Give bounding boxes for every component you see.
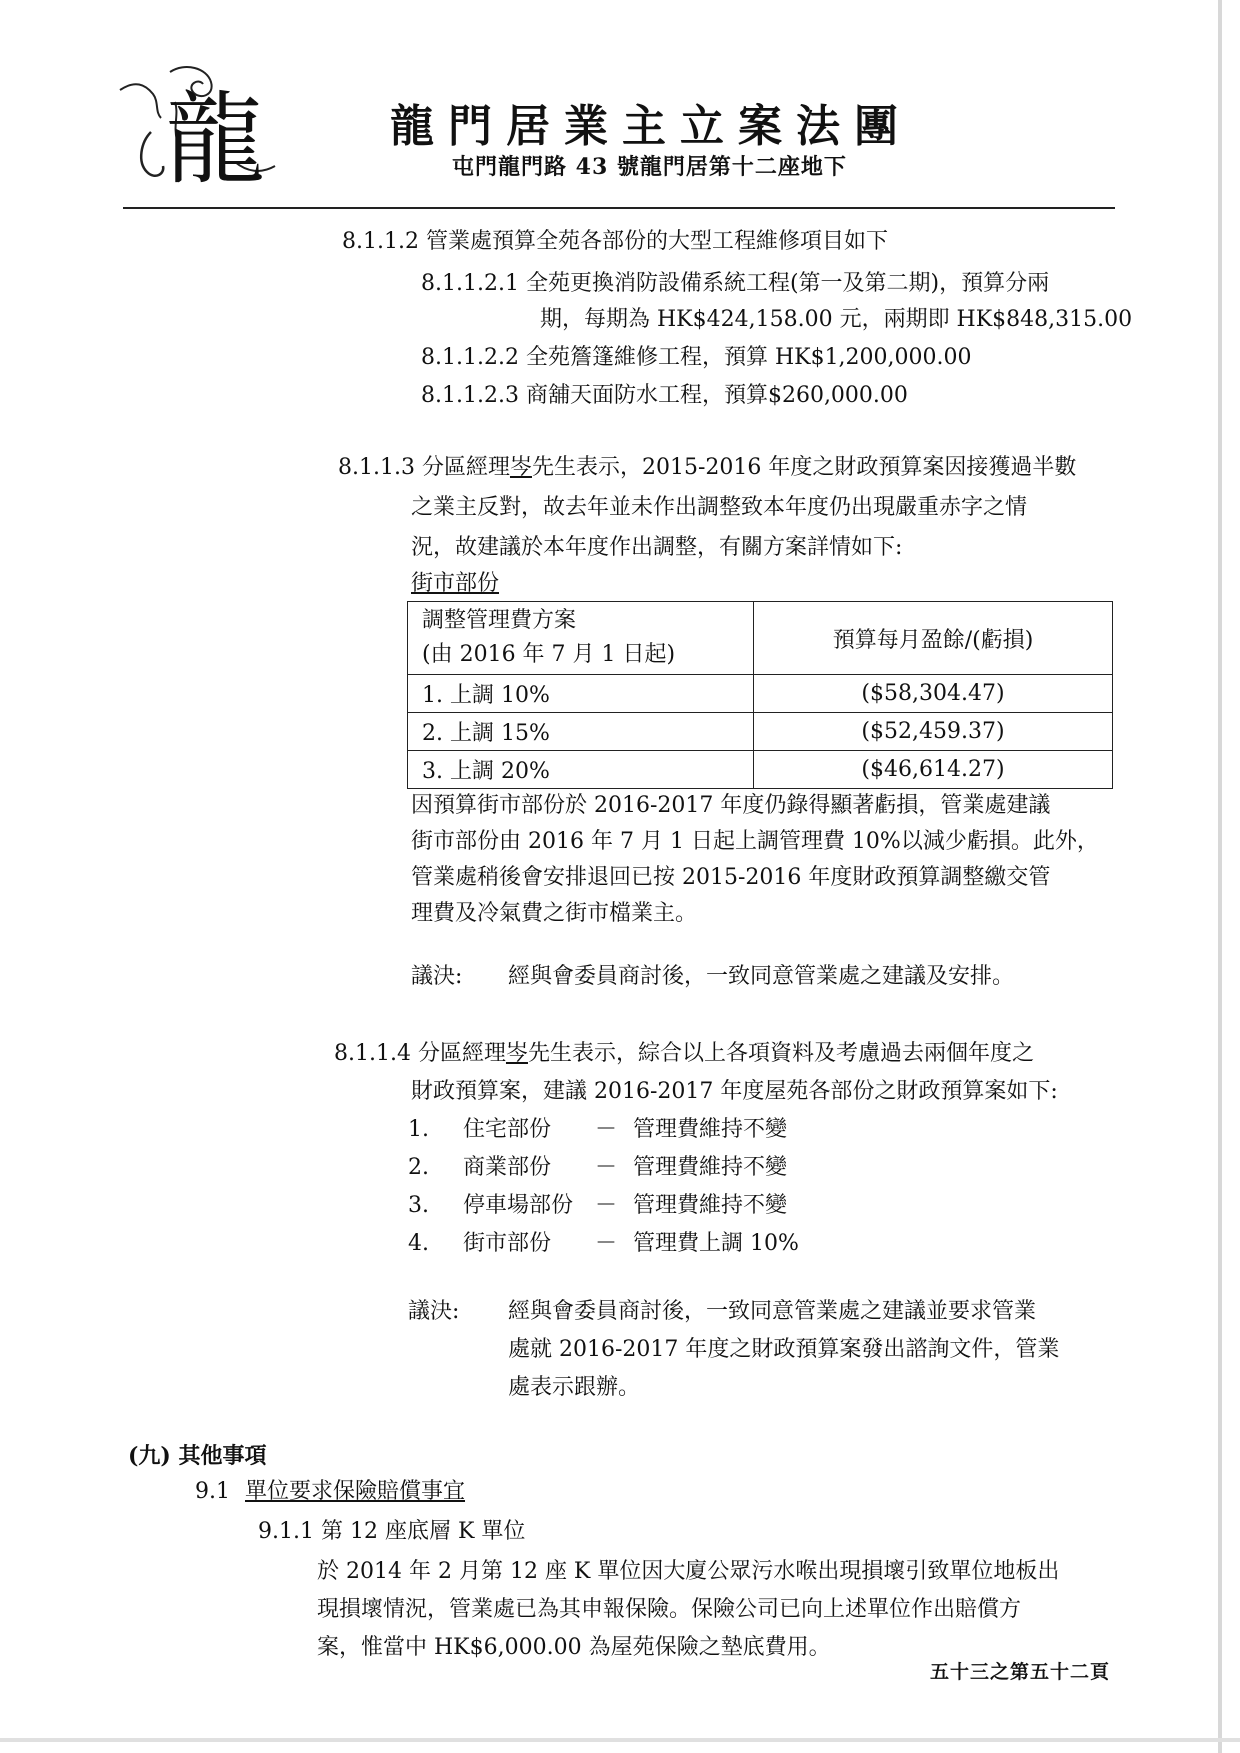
- section-9-1-1-body-line1: 於 2014 年 2 月第 12 座 K 單位因大廈公眾污水喉出現損壞引致單位地板出: [317, 1559, 1060, 1584]
- list-item: [408, 1228, 799, 1260]
- list-item: [408, 1190, 787, 1222]
- table-cell-plan: 3. 上調 20%: [408, 751, 754, 789]
- section-9-1-1-body-line2: 現損壞情況，管業處已為其申報保險。保險公司已向上述單位作出賠償方: [317, 1597, 1022, 1622]
- list-item: [408, 1152, 787, 1184]
- list-item-part: 商業部份: [463, 1155, 552, 1180]
- table-row: [408, 675, 1113, 713]
- section-8-1-1-2-3: 8.1.1.2.3 商舖天面防水工程，預算$260,000.00: [421, 383, 908, 408]
- organisation-title: 龍門居業主立案法團: [390, 101, 912, 152]
- section-8-1-1-3-line2: 之業主反對，故去年並未作出調整致本年度仍出現嚴重赤字之情: [411, 495, 1028, 520]
- section-8-1-1-3-line3: 況，故建議於本年度作出調整，有關方案詳情如下:: [411, 535, 903, 560]
- section-8-1-1-4-prefix: 8.1.1.4 分區經理: [334, 1041, 506, 1066]
- section-9-1-number: 9.1: [195, 1479, 230, 1504]
- table-header-plan: [408, 602, 754, 675]
- section-8-1-1-3-line1: [338, 452, 1076, 484]
- section-9-1-1-heading: 9.1.1 第 12 座底層 K 單位: [258, 1519, 526, 1544]
- section-8-1-1-4-suffix: 先生表示，綜合以上各項資料及考慮過去兩個年度之: [527, 1041, 1034, 1066]
- resolution-label: 議決:: [411, 964, 463, 989]
- resolution-text: 經與會委員商討後，一致同意管業處之建議及安排。: [508, 964, 1015, 989]
- list-item-text: 管理費維持不變: [633, 1155, 788, 1180]
- table-header-row: [408, 602, 1113, 675]
- header-divider: [123, 207, 1115, 209]
- section-8-1-1-4-line1: [334, 1038, 1034, 1070]
- table-cell-value: ($52,459.37): [754, 713, 1113, 751]
- section-9-heading: (九) 其他事項: [128, 1443, 267, 1469]
- manager-surname: 岑: [509, 455, 532, 480]
- section-8-1-1-3-after-line2: 街市部份由 2016 年 7 月 1 日起上調管理費 10%以減少虧損。此外，: [411, 829, 1099, 854]
- section-8-1-1-2-1-line1: 8.1.1.2.1 全苑更換消防設備系統工程(第一及第二期)，預算分兩: [421, 271, 1050, 296]
- list-item-dash: －: [595, 1193, 618, 1218]
- section-9-1-1-body-line3: 案，惟當中 HK$6,000.00 為屋苑保險之墊底費用。: [317, 1635, 831, 1660]
- table-row: [408, 751, 1113, 789]
- list-item-dash: －: [595, 1155, 618, 1180]
- list-item-dash: －: [595, 1117, 618, 1142]
- resolution-text-line2: 處就 2016-2017 年度之財政預算案發出諮詢文件，管業: [508, 1337, 1060, 1362]
- section-8-1-1-3-after-line3: 管業處稍後會安排退回已按 2015-2016 年度財政預算調整繳交管: [411, 865, 1051, 890]
- table-header-value: 預算每月盈餘/(虧損): [754, 602, 1113, 675]
- fee-adjustment-table: [407, 601, 1113, 789]
- table-caption: 街市部份: [411, 571, 500, 596]
- section-9-1-title: 單位要求保險賠償事宜: [245, 1479, 466, 1504]
- section-8-1-1-2-heading: 8.1.1.2 管業處預算全苑各部份的大型工程維修項目如下: [342, 229, 888, 254]
- organisation-address: 屯門龍門路 43 號龍門居第十二座地下: [452, 154, 847, 180]
- table-cell-plan: 2. 上調 15%: [408, 713, 754, 751]
- table-cell-value: ($58,304.47): [754, 675, 1113, 713]
- list-item-number: 3.: [408, 1193, 429, 1218]
- scan-edge-bottom: [0, 1738, 1240, 1742]
- section-8-1-1-3-after-line1: 因預算街市部份於 2016-2017 年度仍錄得顯著虧損，管業處建議: [411, 793, 1051, 818]
- resolution-text-line3: 處表示跟辦。: [508, 1375, 641, 1400]
- dragon-logo-icon: [115, 62, 285, 194]
- table-cell-plan: 1. 上調 10%: [408, 675, 754, 713]
- list-item-dash: －: [595, 1231, 618, 1256]
- section-8-1-1-4-line2: 財政預算案，建議 2016-2017 年度屋苑各部份之財政預算案如下:: [411, 1079, 1058, 1104]
- list-item-part: 住宅部份: [463, 1117, 552, 1142]
- table-header-plan-line2: (由 2016 年 7 月 1 日起): [422, 642, 676, 667]
- list-item-text: 管理費維持不變: [633, 1193, 788, 1218]
- table-cell-value: ($46,614.27): [754, 751, 1113, 789]
- manager-surname: 岑: [505, 1041, 528, 1066]
- table-row: [408, 713, 1113, 751]
- resolution-text-line1: 經與會委員商討後，一致同意管業處之建議並要求管業: [508, 1299, 1037, 1324]
- list-item-text: 管理費維持不變: [633, 1117, 788, 1142]
- scan-edge-right: [1218, 0, 1222, 1753]
- table-header-plan-line1: 調整管理費方案: [422, 608, 577, 633]
- section-8-1-1-3-after-line4: 理費及冷氣費之街市檔業主。: [411, 901, 698, 926]
- logo-character: 龍: [165, 81, 265, 194]
- list-item-number: 4.: [408, 1231, 429, 1256]
- page-number: 五十三之第五十二頁: [929, 1661, 1110, 1683]
- resolution-label: 議決:: [408, 1299, 460, 1324]
- section-8-1-1-2-1-line2: 期，每期為 HK$424,158.00 元，兩期即 HK$848,315.00: [540, 307, 1133, 332]
- list-item-part: 街市部份: [463, 1231, 552, 1256]
- section-8-1-1-2-2: 8.1.1.2.2 全苑簷篷維修工程，預算 HK$1,200,000.00: [421, 345, 972, 370]
- section-8-1-1-3-prefix: 8.1.1.3 分區經理: [338, 455, 510, 480]
- dragon-logo: [115, 62, 285, 194]
- list-item: [408, 1114, 787, 1146]
- list-item-number: 2.: [408, 1155, 429, 1180]
- section-8-1-1-3-suffix: 先生表示，2015-2016 年度之財政預算案因接獲過半數: [531, 455, 1077, 480]
- list-item-part: 停車場部份: [463, 1193, 574, 1218]
- list-item-text: 管理費上調 10%: [633, 1231, 799, 1256]
- list-item-number: 1.: [408, 1117, 429, 1142]
